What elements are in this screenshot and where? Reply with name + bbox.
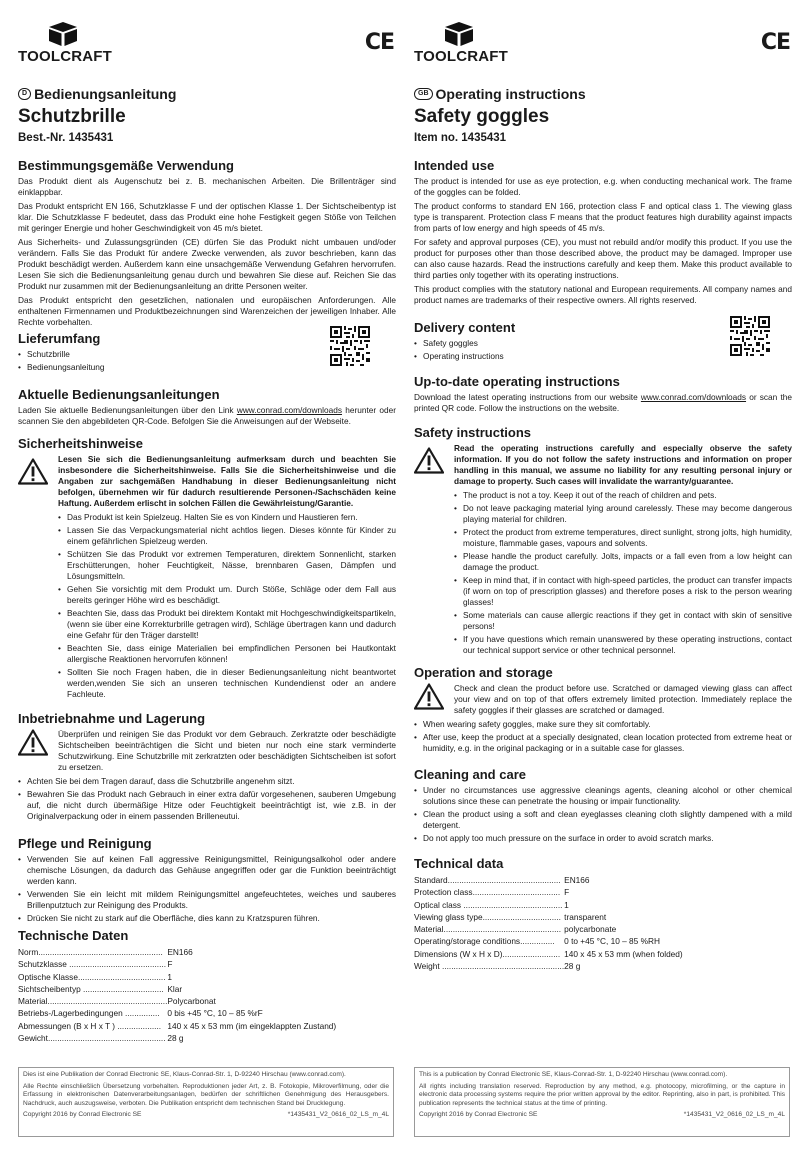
spec-value: polycarbonate xyxy=(564,924,617,935)
spec-value: 28 g xyxy=(564,961,581,972)
footer-publisher: This is a publication by Conrad Electronic SE, Klaus-Conrad-Str. 1, D-92240 Hirschau (www.conrad.com). xyxy=(419,1071,728,1078)
paragraph: Überprüfen und reinigen Sie das Produkt vor dem Gebrauch. Zerkratzte oder beschädigte Sichtscheiben beeinträchtigen die Sicht und bieten nur noch eine stark verminderte Schutzwirkung. Eine Schutzbrille mit zerkratzten oder beschädigten Sichtscheiben ist sofort zu ersetzen. xyxy=(58,729,396,772)
footer-publisher: Dies ist eine Publikation der Conrad Electronic SE, Klaus-Conrad-Str. 1, D-92240 Hirschau (www.conrad.com). xyxy=(23,1071,346,1078)
publication-footer xyxy=(414,1067,790,1137)
list-item: • Beachten Sie, dass einige Materialien bei empfindlichen Personen bei Hautkontakt allergische Reaktionen hervorrufen können! xyxy=(58,643,396,665)
list-item: • Verwenden Sie ein leicht mit mildem Reinigungsmittel angefeuchtetes, weiches und sauberes Brillenputztuch zur Reinigung des Produkts. xyxy=(18,889,396,911)
paragraph: Das Produkt dient als Augenschutz bei z. B. mechanischen Arbeiten. Die Brillenträger sind einklappbar. xyxy=(18,176,396,197)
list-item: • Do not leave packaging material lying around carelessly. These may become dangerous playing material for children. xyxy=(454,503,792,525)
paragraph: Laden Sie aktuelle Bedienungsanleitungen über den Link www.conrad.com/downloads herunter oder scannen Sie den abgebildeten QR-Code. Befolgen Sie die Anweisungen auf der Webseite. xyxy=(18,405,396,426)
list-item: • Keep in mind that, if in contact with high-speed particles, the product can transfer impacts (if worn on top of prescription glasses) and therefore poses a risk to the person wearing glasses! xyxy=(454,575,792,608)
section-uptodate xyxy=(18,387,396,430)
list-item: • After use, keep the product at a specially designated, clean location protected from extreme heat or humidity, e.g. in the original packaging or in a suitable case for glasses. xyxy=(414,732,792,754)
table-row xyxy=(414,911,683,923)
language-badge: D xyxy=(18,88,31,100)
section-technical-data xyxy=(18,928,396,1044)
spec-value: Polycarbonat xyxy=(167,996,216,1007)
table-row xyxy=(414,935,683,947)
list-item: • Lassen Sie das Verpackungsmaterial nicht achtlos liegen. Dieses könnte für Kinder zu einem gefährlichen Spielzeug werden. xyxy=(58,525,396,547)
section-heading: Cleaning and care xyxy=(414,767,526,782)
list-item: • Bewahren Sie das Produkt nach Gebrauch in einer extra dafür vorgesehenen, sauberen Umgebung auf, die nicht durch übermäßige Hitze oder Feuchtigkeit beeinträchtigt ist, wie z.B. in der Originalverpackung oder in einem passenden Brilleneutui. xyxy=(18,789,396,822)
language-heading xyxy=(414,86,586,102)
spec-key: Betriebs-/Lagerbedingungen ............... xyxy=(18,1008,160,1019)
warning-icon xyxy=(18,729,48,756)
download-link[interactable]: www.conrad.com/downloads xyxy=(640,392,747,402)
spec-key: Material.................................................... xyxy=(18,996,168,1007)
spec-key: Weight ..................................................... xyxy=(414,961,565,972)
table-row xyxy=(414,874,683,886)
spec-value: 28 g xyxy=(167,1033,184,1044)
spec-key: Optical class ........................................... xyxy=(414,899,563,910)
language-label: Operating instructions xyxy=(435,86,586,102)
brand-name: TOOLCRAFT xyxy=(414,48,509,65)
spec-key: Dimensions (W x H x D)......................... xyxy=(414,948,561,959)
item-number: Best.-Nr. 1435431 xyxy=(18,132,114,144)
section-intended-use xyxy=(414,158,792,309)
list-item: • When wearing safety goggles, make sure they sit comfortably. xyxy=(414,719,792,730)
list-item: • Verwenden Sie auf keinen Fall aggressive Reinigungsmittel, Reinigungsalkohol oder andere chemische Lösungen, da dadurch das Gehäuse angegriffen oder gar die Funktion beeinträchtigt werden kann. xyxy=(18,854,396,887)
list-item: • Schützen Sie das Produkt vor extremen Temperaturen, direktem Sonnenlicht, starken Erschütterungen, hoher Feuchtigkeit, Nässe, brennbaren Gasen, Dämpfen und Lösungsmitteln. xyxy=(58,549,396,582)
paragraph: Das Produkt entspricht den gesetzlichen, nationalen und europäischen Anforderungen. Alle enthaltenen Firmennamen und Produktbezeichnungen sind Warenzeichen der jeweiligen Inhaber. Alle Rechte vorbehalten. xyxy=(18,295,396,327)
table-row xyxy=(18,946,336,958)
table-row xyxy=(18,958,336,970)
spec-value: 0 to +45 °C, 10 – 85 %RH xyxy=(564,936,660,947)
list-item: • Drücken Sie nicht zu stark auf die Oberfläche, dies kann zu Kratzspuren führen. xyxy=(18,913,396,924)
table-row xyxy=(414,948,683,960)
warning-icon xyxy=(414,683,444,710)
section-safety xyxy=(414,425,792,658)
spec-value: F xyxy=(167,959,173,970)
list-item: • Das Produkt ist kein Spielzeug. Halten Sie es von Kindern und Haustieren fern. xyxy=(58,512,396,523)
section-heading: Technische Daten xyxy=(18,928,129,943)
spec-value: Klar xyxy=(167,983,183,994)
technical-data-table xyxy=(18,946,336,1044)
list-item: • Bedienungsanleitung xyxy=(18,362,396,373)
toolcraft-logo-icon xyxy=(444,22,474,46)
list-item: • Please handle the product carefully. Jolts, impacts or a fall even from a low height can damage the product. xyxy=(454,551,792,573)
spec-value: 140 x 45 x 53 mm (when folded) xyxy=(564,948,683,959)
toolcraft-logo-icon xyxy=(48,22,78,46)
brand-name: TOOLCRAFT xyxy=(18,48,113,65)
table-row xyxy=(414,899,683,911)
spec-key: Protection class...................................... xyxy=(414,887,561,898)
footer-copyright: Copyright 2016 by Conrad Electronic SE xyxy=(23,1111,142,1119)
section-heading: Delivery content xyxy=(414,320,516,335)
spec-key: Abmessungen (B x H x T ) ................... xyxy=(18,1020,162,1031)
section-heading: Lieferumfang xyxy=(18,331,101,346)
paragraph: Check and clean the product before use. Scratched or damaged viewing glass can affect your view and on top of that offers extremely limited protection. Immediately replace the safety goggles if their glasses are scratched or damaged. xyxy=(454,683,792,715)
paragraph: For safety and approval purposes (CE), you must not rebuild and/or modify this product. If you use the product for purposes other than those described above, the product may be damaged. Improper use can also cause hazards. Read the instructions carefully and keep them. Make this product available to third parties only together with its operating instructions. xyxy=(414,237,792,280)
language-label: Bedienungsanleitung xyxy=(34,86,177,102)
list-item: • Safety goggles xyxy=(414,338,792,349)
paragraph: Das Produkt entspricht EN 166, Schutzklasse F und der optischen Klasse 1. Der Sichtscheibentyp ist klar. Die Schutzklasse F bedeutet, dass das Produkt eine hohe Festigkeit gegen Stöße von Teilchen mit geringer Energie und hoher Geschwindigkeit von 45 m/s bietet. xyxy=(18,201,396,233)
section-heading: Intended use xyxy=(414,158,495,173)
section-operation xyxy=(18,711,396,824)
table-row xyxy=(18,971,336,983)
list-item: • Some materials can cause allergic reactions if they get in contact with skin of sensitive persons! xyxy=(454,610,792,632)
section-technical-data xyxy=(414,856,792,972)
list-item: • Sollten Sie noch Fragen haben, die in dieser Bedienungsanleitung nicht beantwortet werden,wenden Sie sich an unseren technischen Kundendienst oder an andere Fachleute. xyxy=(58,667,396,700)
brand-logo xyxy=(414,22,509,65)
table-row xyxy=(18,1032,336,1044)
spec-key: Norm...................................................... xyxy=(18,947,163,957)
spec-value: 140 x 45 x 53 mm (im eingeklappten Zustand) xyxy=(167,1020,337,1031)
list-item: • Protect the product from extreme temperatures, direct sunlight, strong jolts, high humidity, moisture, flammable gases, vapours and solvents. xyxy=(454,527,792,549)
spec-key: Sichtscheibentyp ................................... xyxy=(18,983,164,994)
spec-value: 0 bis +45 °C, 10 – 85 %rF xyxy=(167,1008,263,1019)
qr-code-icon[interactable] xyxy=(330,326,370,366)
list-item: • Operating instructions xyxy=(414,351,792,362)
table-row xyxy=(18,1007,336,1019)
spec-value: F xyxy=(564,887,570,898)
paragraph: The product is intended for use as eye protection, e.g. when conducting mechanical work. The frame of the goggles can be folded. xyxy=(414,176,792,197)
spec-value: EN166 xyxy=(167,947,193,957)
paragraph: This product complies with the statutory national and European requirements. All company names and product names are trademarks of their respective owners. All rights reserved. xyxy=(414,284,792,305)
section-safety xyxy=(18,436,396,702)
list-item: • Beachten Sie, dass das Produkt bei direktem Kontakt mit Hochgeschwindigkeitspartikeln, (wenn sie über eine Korrekturbrille getragen wird), Schläge übertragen kann und dadurch eine Gefahr für den Träger darstellt! xyxy=(58,608,396,641)
product-title: Schutzbrille xyxy=(18,106,126,127)
paragraph: The product conforms to standard EN 166, protection class F and optical class 1. The viewing glass type is transparent. Protection class F means that the product features high durability against impacts from parts of low energy and high speeds of 45 m/s. xyxy=(414,201,792,233)
warning-icon xyxy=(18,458,48,485)
spec-key: Optische Klasse...................................... xyxy=(18,971,166,982)
ce-mark: CE xyxy=(760,30,790,55)
section-heading: Inbetriebnahme und Lagerung xyxy=(18,711,206,726)
section-cleaning xyxy=(18,836,396,926)
list-item: • Do not apply too much pressure on the surface in order to avoid scratch marks. xyxy=(414,833,792,844)
paragraph: Download the latest operating instructions from our website www.conrad.com/downloads or scan the printed QR code. Follow the instructions on the website. xyxy=(414,392,792,413)
spec-value: transparent xyxy=(564,911,607,922)
list-item: • Gehen Sie vorsichtig mit dem Produkt um. Durch Stöße, Schläge oder dem Fall aus bereits geringer Höhe wird es beschädigt. xyxy=(58,584,396,606)
footer-rights: Alle Rechte einschließlich Übersetzung vorbehalten. Reproduktionen jeder Art, z. B. Fotokopie, Mikroverfilmung, oder die Erfassung in elektronischen Datenverarbeitungsanlagen, bedürfen der schriftlichen Genehmigung des Herausgebers. Nachdruck, auch auszugsweise, verboten. Die Publikation entspricht dem technischen Stand bei Drucklegung. xyxy=(23,1082,389,1107)
section-operation xyxy=(414,665,792,756)
list-item: • If you have questions which remain unanswered by these operating instructions, contact our technical support service or other technical personnel. xyxy=(454,634,792,656)
spec-value: EN166 xyxy=(564,875,590,885)
spec-value: 1 xyxy=(167,971,173,982)
technical-data-table xyxy=(414,874,683,972)
brand-logo xyxy=(18,22,113,65)
spec-key: Schutzklasse .......................................... xyxy=(18,959,167,970)
safety-intro: Read the operating instructions carefully and especially observe the safety information. If you do not follow the safety instructions and information on proper handling in this manual, we assume no liability for any resulting personal injury or damage to property. Such cases will invalidate the warranty/guarantee. xyxy=(454,443,792,486)
footer-code: *1435431_V2_0616_02_LS_m_4L xyxy=(683,1111,785,1119)
footer-copyright: Copyright 2016 by Conrad Electronic SE xyxy=(419,1111,538,1119)
section-heading: Operation and storage xyxy=(414,665,553,680)
section-uptodate xyxy=(414,374,792,417)
list-item: • Schutzbrille xyxy=(18,349,396,360)
section-heading: Bestimmungsgemäße Verwendung xyxy=(18,158,234,173)
warning-icon xyxy=(414,447,444,474)
table-row xyxy=(18,983,336,995)
section-heading: Safety instructions xyxy=(414,425,532,440)
spec-key: Viewing glass type.................................. xyxy=(414,911,561,922)
section-cleaning xyxy=(414,767,792,846)
section-heading: Technical data xyxy=(414,856,504,871)
language-badge: GB xyxy=(414,88,433,100)
footer-rights: All rights including translation reserved. Reproduction by any method, e.g. photocopy, microfilming, or the capture in electronic data processing systems require the prior written approval by the editor. Reprinting, also in part, is prohibited. This publication represents the technical status at the time of printing. xyxy=(419,1082,785,1107)
list-item: • Achten Sie bei dem Tragen darauf, dass die Schutzbrille angenehm sitzt. xyxy=(18,776,396,787)
product-title: Safety goggles xyxy=(414,106,550,127)
language-heading xyxy=(18,86,176,102)
qr-code-icon[interactable] xyxy=(730,316,770,356)
table-row xyxy=(414,960,683,972)
section-heading: Sicherheitshinweise xyxy=(18,436,143,451)
spec-key: Operating/storage conditions............... xyxy=(414,936,555,947)
spec-value: 1 xyxy=(564,899,569,910)
section-heading: Pflege und Reinigung xyxy=(18,836,152,851)
section-heading: Aktuelle Bedienungsanleitungen xyxy=(18,387,220,402)
spec-key: Material................................................... xyxy=(414,924,562,935)
table-row xyxy=(18,995,336,1007)
section-heading: Up-to-date operating instructions xyxy=(414,374,620,389)
list-item: • Under no circumstances use aggressive cleanings agents, cleaning alcohol or other chemical solutions since these can penetrate the housing or impair functionality. xyxy=(414,785,792,807)
section-intended-use xyxy=(18,158,396,331)
spec-key: Standard................................................. xyxy=(414,875,561,885)
safety-intro: Lesen Sie sich die Bedienungsanleitung aufmerksam durch und beachten Sie insbesondere die Sicherheitshinweise. Falls Sie die Sicherheitshinweise und die Angaben zur sachgemäßen Handhabung in dieser Bedienungsanleitung nicht befolgen, übernehmen wir für dadurch resultierende Personen-/Sachschäden keine Haftung. Außerdem erlischt in solchen Fällen die Gewährleistung/Garantie. xyxy=(58,454,396,508)
spec-key: Gewicht................................................... xyxy=(18,1033,166,1044)
table-row xyxy=(18,1020,336,1032)
list-item: • The product is not a toy. Keep it out of the reach of children and pets. xyxy=(454,490,792,501)
paragraph: Aus Sicherheits- und Zulassungsgründen (CE) dürfen Sie das Produkt nicht umbauen und/oder verändern. Falls Sie das Produkt für andere Zwecke verwenden, als zuvor beschrieben, kann das Produkt beschädigt werden. Außerdem kann eine unsachgemäße Verwendung Gefahren hervorrufen. Lesen Sie sich die Bedienungsanleitung genau durch und bewahren Sie diese auf. Reichen Sie das Produkt nur zusammen mit der Bedienungsanleitung an dritte Personen weiter. xyxy=(18,237,396,291)
table-row xyxy=(414,886,683,898)
list-item: • Clean the product using a soft and clean eyeglasses cleaning cloth slightly dampened with a mild detergent. xyxy=(414,809,792,831)
publication-footer xyxy=(18,1067,394,1137)
table-row xyxy=(414,923,683,935)
footer-code: *1435431_V2_0616_02_LS_m_4L xyxy=(287,1111,389,1119)
item-number: Item no. 1435431 xyxy=(414,132,507,144)
download-link[interactable]: www.conrad.com/downloads xyxy=(236,405,342,415)
ce-mark: CE xyxy=(364,30,394,55)
